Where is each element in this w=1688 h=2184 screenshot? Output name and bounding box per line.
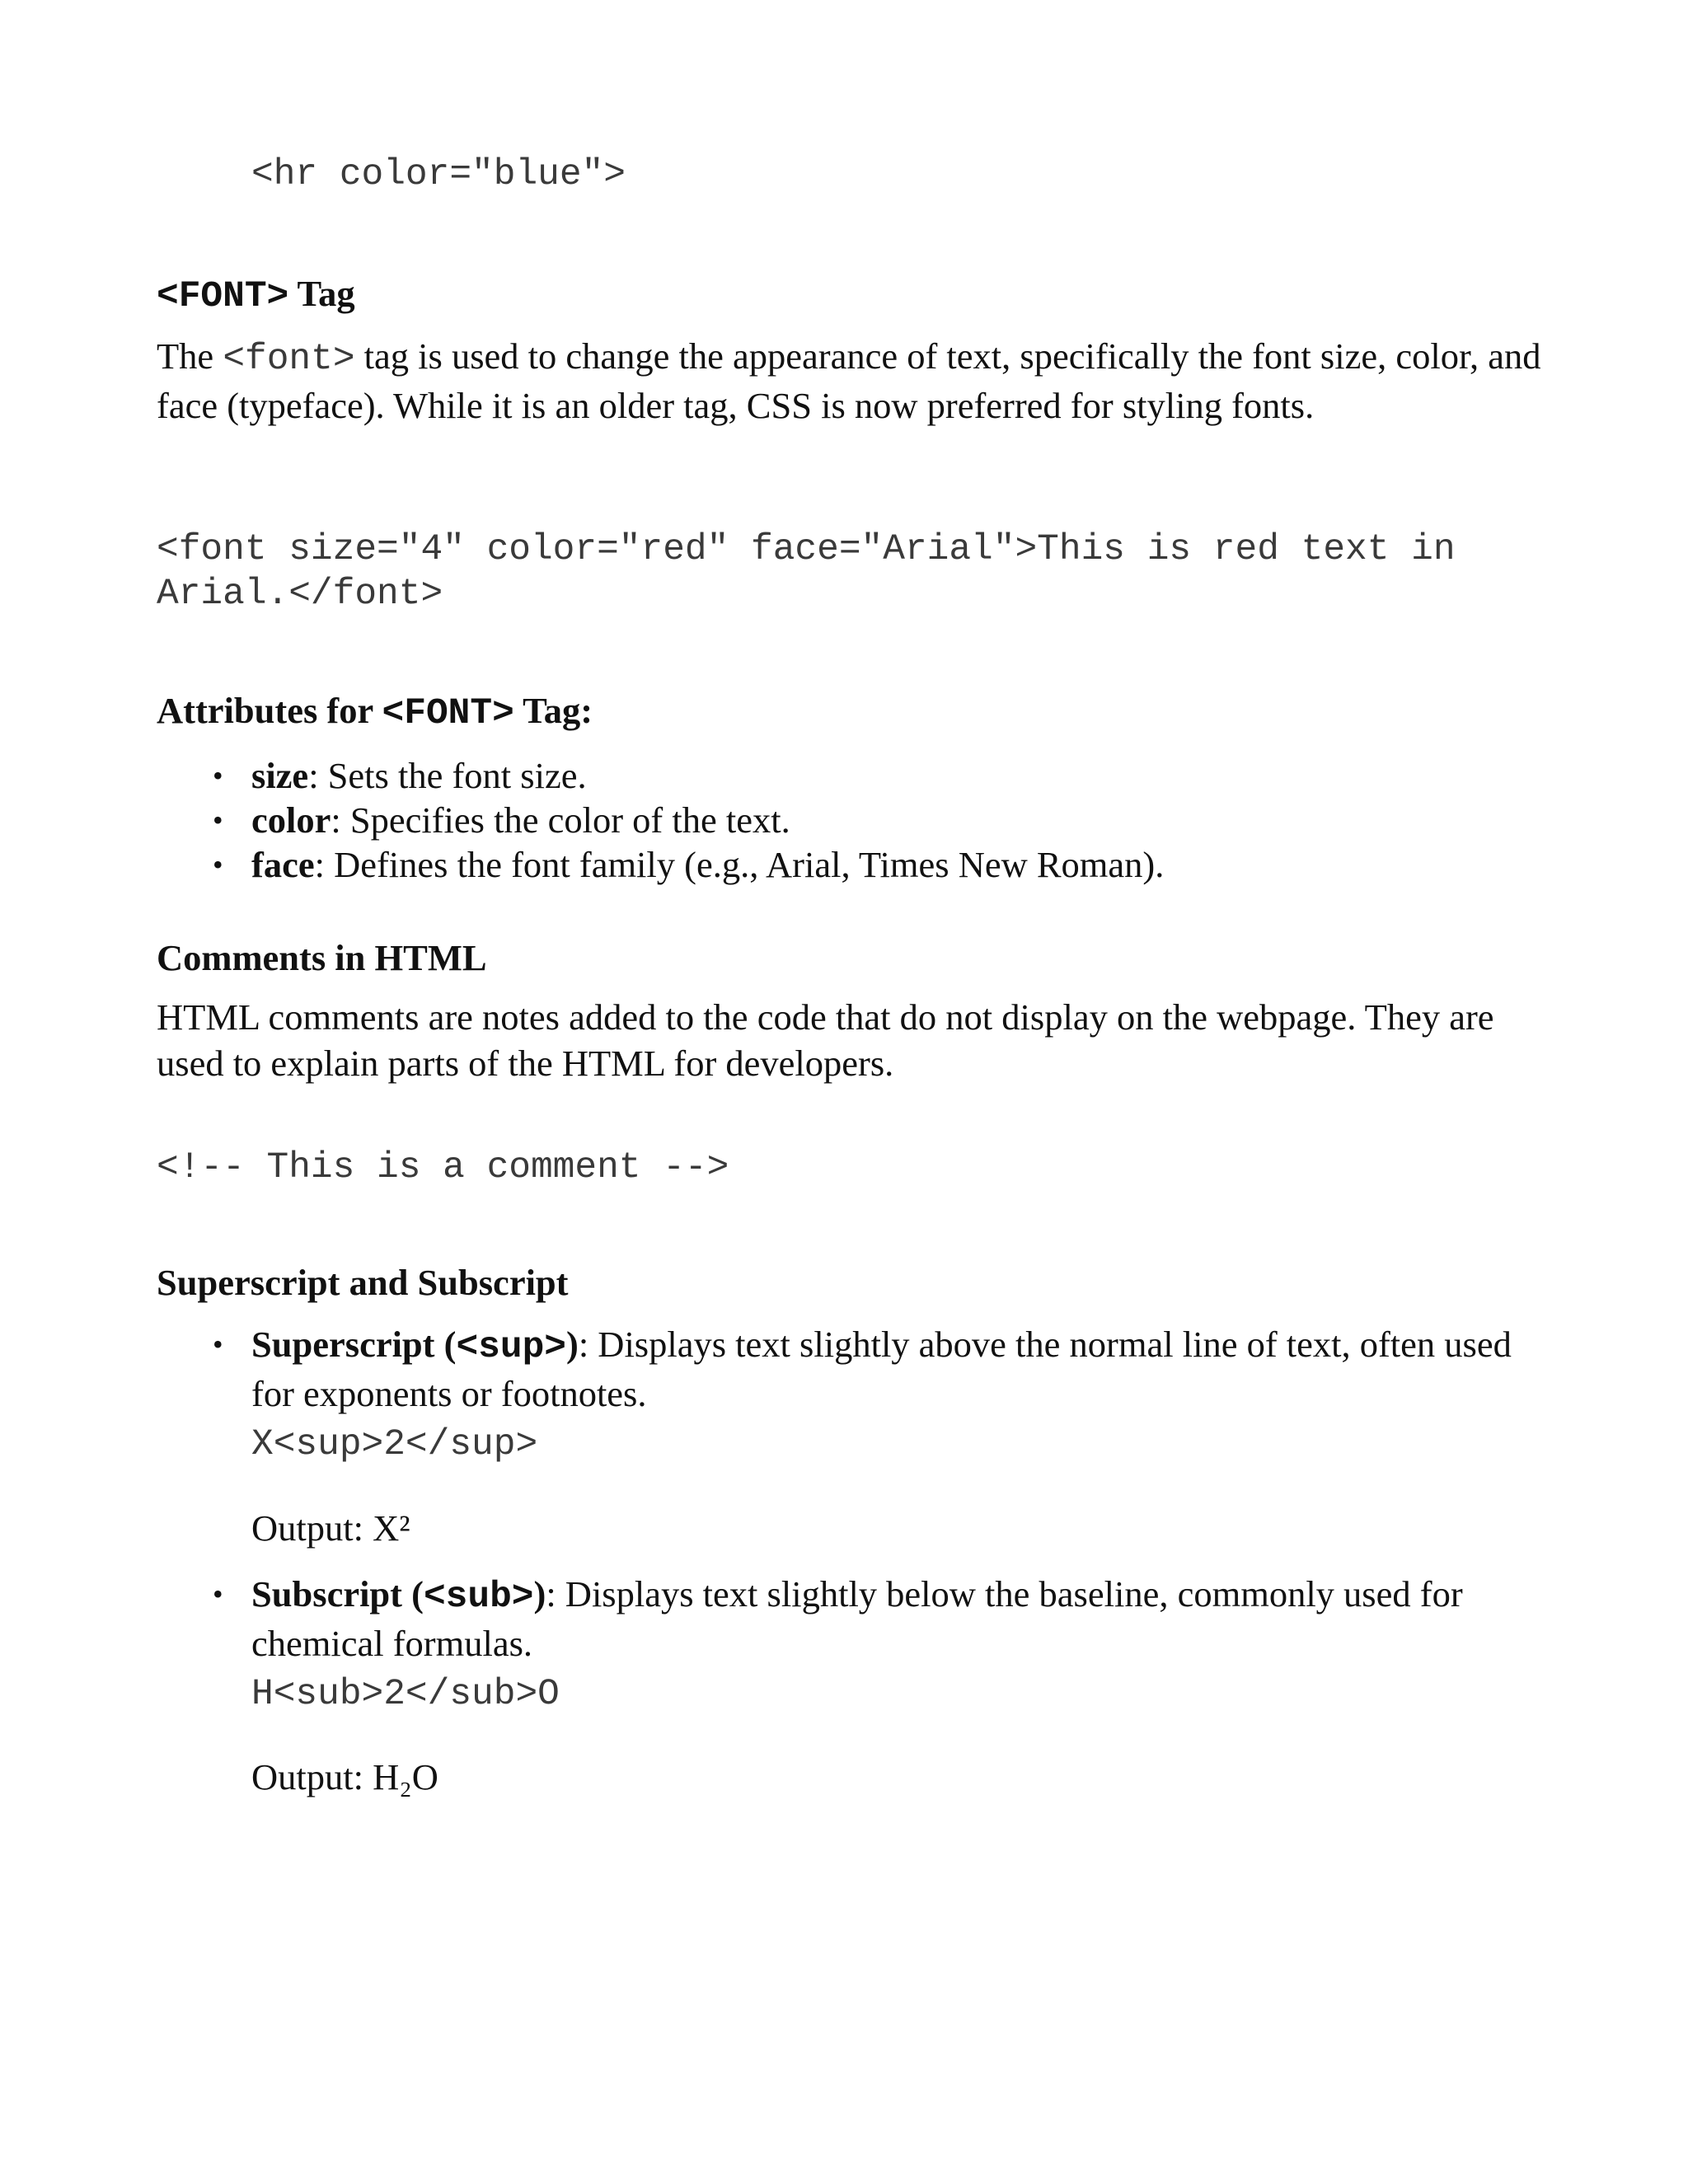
- superscript-term-code: <sup>: [456, 1327, 566, 1368]
- font-code-line-1: <font size="4" color="red" face="Arial">This is red text in: [157, 529, 1456, 570]
- superscript-term: [251, 1324, 579, 1368]
- bullet-icon: •: [213, 804, 223, 837]
- superscript-desc: : Displays text slightly above the normal line of text, often used for exponents or footnotes.: [251, 1324, 1512, 1414]
- font-tag-intro-paragraph: [157, 333, 1541, 429]
- attributes-heading-start: Attributes for: [157, 690, 382, 731]
- subscript-output-label: Output:: [251, 1756, 373, 1797]
- bullet-icon: •: [213, 759, 223, 792]
- hr-code-example: <hr color="blue">: [251, 154, 626, 195]
- bullet-icon: •: [213, 1577, 223, 1610]
- attributes-heading-code: <FONT>: [382, 693, 514, 734]
- attributes-heading: [157, 687, 593, 737]
- attribute-term: size: [251, 755, 309, 796]
- superscript-term-end: ): [565, 1324, 579, 1365]
- font-tag-heading: [157, 270, 355, 320]
- comment-code-example: <!-- This is a comment -->: [157, 1147, 729, 1188]
- subscript-term-start: Subscript (: [251, 1573, 424, 1615]
- font-intro-inline-code: <font>: [223, 339, 355, 380]
- superscript-item: [251, 1321, 1545, 1417]
- comments-heading: Comments in HTML: [157, 937, 487, 978]
- bullet-icon: •: [213, 848, 223, 881]
- attribute-desc: : Defines the font family (e.g., Arial, Times New Roman).: [314, 844, 1165, 885]
- subscript-term-code: <sub>: [423, 1577, 534, 1618]
- attribute-term: face: [251, 844, 315, 885]
- superscript-output: [251, 1505, 410, 1551]
- subscript-term: [251, 1573, 546, 1618]
- subscript-output: [251, 1754, 438, 1800]
- subscript-output-value: H₂O: [373, 1756, 438, 1797]
- attribute-desc: : Sets the font size.: [308, 755, 587, 796]
- font-intro-text-rest: tag is used to change the appearance of text, specifically the font size, color, and face (typeface). While it is an older tag, CSS is now preferred for styling fonts.: [157, 335, 1541, 426]
- superscript-output-value: X²: [373, 1507, 410, 1549]
- bullet-icon: •: [213, 1328, 223, 1361]
- subscript-item: [251, 1571, 1545, 1666]
- subscript-desc: : Displays text slightly below the baseline, commonly used for chemical formulas.: [251, 1573, 1463, 1664]
- supsub-heading: Superscript and Subscript: [157, 1262, 569, 1303]
- font-tag-heading-code: <FONT>: [157, 276, 289, 317]
- font-code-line-2: Arial.</font>: [157, 574, 443, 615]
- subscript-code-example: H<sub>2</sub>O: [251, 1674, 560, 1715]
- font-intro-text-start: The: [157, 335, 223, 377]
- superscript-code-example: X<sup>2</sup>: [251, 1424, 538, 1465]
- attribute-item-face: [251, 841, 1545, 888]
- attribute-term: color: [251, 799, 331, 841]
- superscript-output-label: Output:: [251, 1507, 373, 1549]
- subscript-term-end: ): [533, 1573, 546, 1615]
- attribute-item-color: [251, 797, 1545, 843]
- superscript-term-start: Superscript (: [251, 1324, 457, 1365]
- comments-paragraph: HTML comments are notes added to the code that do not display on the webpage. They are used to explain parts of the HTML for developers.: [157, 996, 1494, 1084]
- attributes-heading-end: Tag:: [513, 690, 593, 731]
- attribute-desc: : Specifies the color of the text.: [331, 799, 790, 841]
- attribute-item-size: [251, 752, 1545, 799]
- font-tag-heading-word: Tag: [288, 273, 355, 314]
